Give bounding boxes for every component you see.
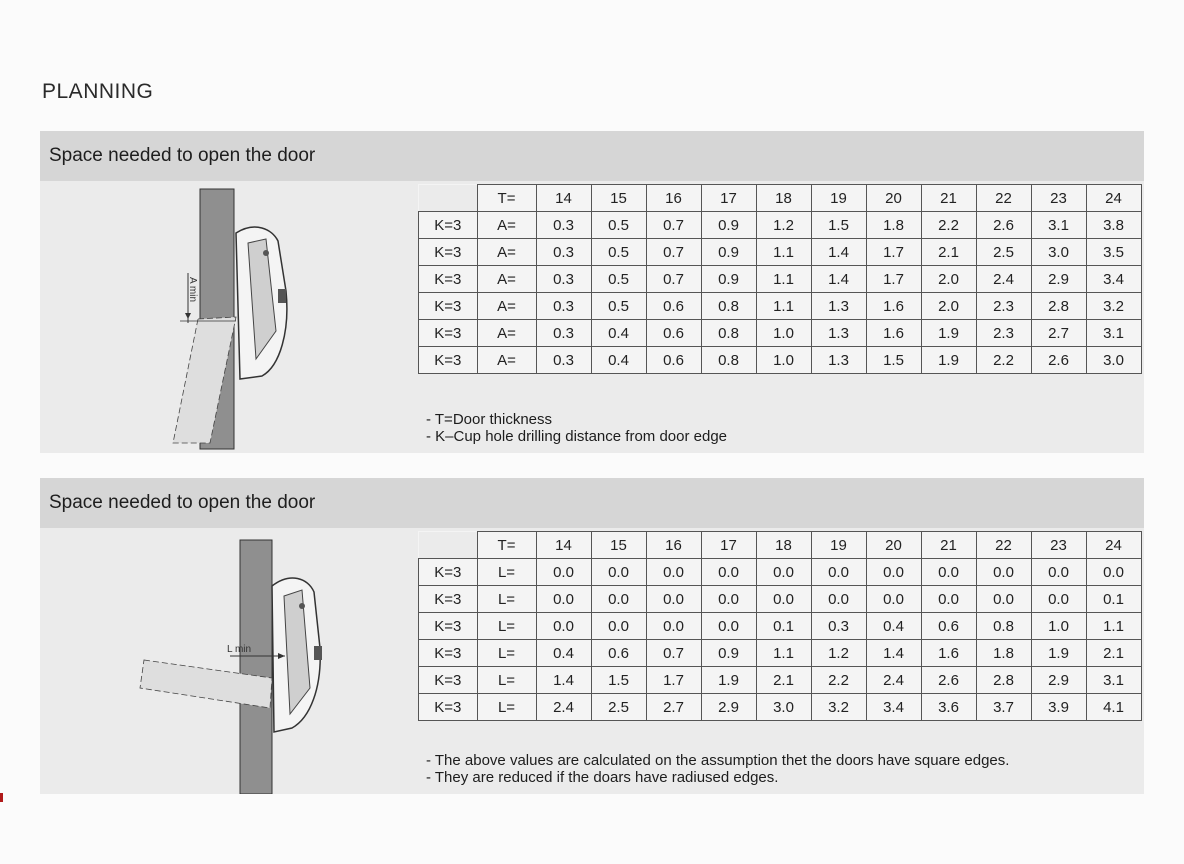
value-cell: 0.3 [536, 347, 591, 374]
t-label-cell: T= [477, 532, 536, 559]
value-cell: 3.0 [1031, 239, 1086, 266]
value-cell: 1.2 [811, 640, 866, 667]
notes [426, 752, 1009, 786]
value-cell: 3.0 [1086, 347, 1141, 374]
var-cell: L= [477, 694, 536, 721]
value-cell: 1.9 [701, 667, 756, 694]
var-cell: A= [477, 266, 536, 293]
value-cell: 0.0 [811, 559, 866, 586]
value-cell: 1.0 [756, 320, 811, 347]
var-cell: A= [477, 293, 536, 320]
notes [426, 411, 727, 445]
t-value-cell: 18 [756, 185, 811, 212]
value-cell: 1.9 [921, 347, 976, 374]
section-body [40, 528, 1144, 794]
value-cell: 2.4 [866, 667, 921, 694]
k-cell: K=3 [419, 667, 478, 694]
value-cell: 3.7 [976, 694, 1031, 721]
value-cell: 0.9 [701, 640, 756, 667]
value-cell: 2.3 [976, 293, 1031, 320]
t-value-cell: 14 [536, 532, 591, 559]
values-table-l [418, 531, 1142, 721]
value-cell: 1.8 [866, 212, 921, 239]
k-cell: K=3 [419, 559, 478, 586]
page-title: PLANNING [42, 80, 154, 103]
value-cell: 2.8 [1031, 293, 1086, 320]
hinge-diagram-a-min [40, 181, 414, 453]
t-value-cell: 23 [1031, 185, 1086, 212]
value-cell: 2.9 [701, 694, 756, 721]
note-line: - The above values are calculated on the assumption thet the doors have square edges. [426, 752, 1010, 769]
value-cell: 0.0 [1031, 586, 1086, 613]
value-cell: 0.0 [976, 586, 1031, 613]
value-cell: 0.6 [646, 293, 701, 320]
value-cell: 2.2 [811, 667, 866, 694]
table-header-row [419, 532, 1142, 559]
var-cell: A= [477, 239, 536, 266]
value-cell: 0.0 [646, 586, 701, 613]
value-cell: 0.7 [646, 239, 701, 266]
value-cell: 1.7 [646, 667, 701, 694]
value-cell: 3.8 [1086, 212, 1141, 239]
values-table-a [418, 184, 1142, 374]
k-cell: K=3 [419, 239, 478, 266]
t-value-cell: 20 [866, 185, 921, 212]
value-cell: 2.4 [536, 694, 591, 721]
value-cell: 2.2 [921, 212, 976, 239]
value-cell: 1.8 [976, 640, 1031, 667]
value-cell: 0.0 [536, 613, 591, 640]
note-line: - T=Door thickness [426, 411, 553, 428]
t-value-cell: 22 [976, 185, 1031, 212]
value-cell: 3.0 [756, 694, 811, 721]
value-cell: 1.4 [536, 667, 591, 694]
hinge-diagram-l-min [40, 528, 414, 794]
value-cell: 0.4 [536, 640, 591, 667]
k-cell: K=3 [419, 347, 478, 374]
value-cell: 0.7 [646, 266, 701, 293]
value-cell: 3.1 [1086, 320, 1141, 347]
note-line: - K–Cup hole drilling distance from door edge [426, 428, 728, 445]
value-cell: 0.0 [536, 559, 591, 586]
table-row [419, 293, 1142, 320]
value-cell: 2.6 [921, 667, 976, 694]
section-title: Space needed to open the door [40, 131, 1144, 181]
value-cell: 0.7 [646, 640, 701, 667]
value-cell: 1.7 [866, 266, 921, 293]
value-cell: 2.9 [1031, 266, 1086, 293]
value-cell: 0.3 [536, 239, 591, 266]
value-cell: 0.3 [536, 293, 591, 320]
table-corner [419, 532, 478, 559]
value-cell: 1.4 [866, 640, 921, 667]
value-cell: 0.8 [701, 320, 756, 347]
value-cell: 1.1 [1086, 613, 1141, 640]
t-value-cell: 24 [1086, 532, 1141, 559]
value-cell: 2.7 [1031, 320, 1086, 347]
value-cell: 3.1 [1086, 667, 1141, 694]
k-cell: K=3 [419, 640, 478, 667]
table-row [419, 640, 1142, 667]
value-cell: 2.4 [976, 266, 1031, 293]
value-cell: 3.1 [1031, 212, 1086, 239]
value-cell: 0.0 [701, 586, 756, 613]
value-cell: 1.2 [756, 212, 811, 239]
value-cell: 2.7 [646, 694, 701, 721]
value-cell: 0.4 [591, 320, 646, 347]
value-cell: 0.5 [591, 266, 646, 293]
value-cell: 0.0 [591, 613, 646, 640]
t-value-cell: 17 [701, 532, 756, 559]
value-cell: 0.5 [591, 239, 646, 266]
value-cell: 3.4 [866, 694, 921, 721]
table-row [419, 347, 1142, 374]
value-cell: 1.1 [756, 239, 811, 266]
value-cell: 0.6 [591, 640, 646, 667]
value-cell: 1.5 [591, 667, 646, 694]
t-value-cell: 21 [921, 532, 976, 559]
value-cell: 0.0 [976, 559, 1031, 586]
var-cell: L= [477, 586, 536, 613]
value-cell: 0.3 [536, 266, 591, 293]
value-cell: 0.0 [591, 586, 646, 613]
t-value-cell: 19 [811, 532, 866, 559]
t-value-cell: 18 [756, 532, 811, 559]
k-cell: K=3 [419, 613, 478, 640]
k-cell: K=3 [419, 293, 478, 320]
value-cell: 0.0 [701, 559, 756, 586]
value-cell: 2.5 [591, 694, 646, 721]
t-value-cell: 15 [591, 185, 646, 212]
t-value-cell: 19 [811, 185, 866, 212]
table-row [419, 667, 1142, 694]
value-cell: 0.0 [591, 559, 646, 586]
var-cell: A= [477, 212, 536, 239]
table-row [419, 559, 1142, 586]
t-value-cell: 24 [1086, 185, 1141, 212]
t-value-cell: 23 [1031, 532, 1086, 559]
value-cell: 0.6 [646, 320, 701, 347]
k-cell: K=3 [419, 320, 478, 347]
value-cell: 2.1 [756, 667, 811, 694]
value-cell: 1.5 [811, 212, 866, 239]
value-cell: 1.1 [756, 640, 811, 667]
var-cell: L= [477, 667, 536, 694]
value-cell: 1.1 [756, 266, 811, 293]
value-cell: 3.4 [1086, 266, 1141, 293]
value-cell: 0.0 [756, 586, 811, 613]
value-cell: 0.4 [866, 613, 921, 640]
table-row [419, 613, 1142, 640]
section-title: Space needed to open the door [40, 478, 1144, 528]
t-value-cell: 15 [591, 532, 646, 559]
value-cell: 0.1 [1086, 586, 1141, 613]
value-cell: 0.9 [701, 239, 756, 266]
value-cell: 0.9 [701, 212, 756, 239]
value-cell: 0.0 [536, 586, 591, 613]
value-cell: 2.2 [976, 347, 1031, 374]
value-cell: 0.0 [866, 559, 921, 586]
value-cell: 0.4 [591, 347, 646, 374]
value-cell: 0.0 [756, 559, 811, 586]
value-cell: 2.5 [976, 239, 1031, 266]
value-cell: 0.3 [536, 320, 591, 347]
value-cell: 0.6 [921, 613, 976, 640]
var-cell: L= [477, 613, 536, 640]
value-cell: 1.9 [1031, 640, 1086, 667]
value-cell: 2.0 [921, 293, 976, 320]
table-row [419, 212, 1142, 239]
value-cell: 4.1 [1086, 694, 1141, 721]
value-cell: 3.6 [921, 694, 976, 721]
k-cell: K=3 [419, 212, 478, 239]
value-cell: 3.2 [1086, 293, 1141, 320]
value-cell: 2.1 [921, 239, 976, 266]
var-cell: L= [477, 640, 536, 667]
value-cell: 0.7 [646, 212, 701, 239]
value-cell: 0.0 [921, 559, 976, 586]
section-body [40, 181, 1144, 453]
value-cell: 2.6 [1031, 347, 1086, 374]
k-cell: K=3 [419, 266, 478, 293]
value-cell: 1.3 [811, 347, 866, 374]
edge-mark [0, 793, 3, 802]
value-cell: 2.3 [976, 320, 1031, 347]
k-cell: K=3 [419, 694, 478, 721]
value-cell: 0.0 [701, 613, 756, 640]
value-cell: 0.0 [1086, 559, 1141, 586]
note-line: - They are reduced if the doars have radiused edges. [426, 769, 779, 786]
section-space-l [40, 478, 1144, 794]
value-cell: 0.6 [646, 347, 701, 374]
value-cell: 1.6 [921, 640, 976, 667]
value-cell: 0.1 [756, 613, 811, 640]
value-cell: 0.8 [976, 613, 1031, 640]
value-cell: 1.0 [1031, 613, 1086, 640]
value-cell: 3.5 [1086, 239, 1141, 266]
value-cell: 0.0 [811, 586, 866, 613]
value-cell: 0.8 [701, 293, 756, 320]
table-row [419, 694, 1142, 721]
value-cell: 0.0 [1031, 559, 1086, 586]
value-cell: 1.6 [866, 320, 921, 347]
value-cell: 0.3 [536, 212, 591, 239]
value-cell: 1.4 [811, 266, 866, 293]
value-cell: 1.7 [866, 239, 921, 266]
value-cell: 1.5 [866, 347, 921, 374]
table-row [419, 266, 1142, 293]
table-row [419, 586, 1142, 613]
var-cell: L= [477, 559, 536, 586]
value-cell: 1.3 [811, 320, 866, 347]
value-cell: 1.4 [811, 239, 866, 266]
value-cell: 0.8 [701, 347, 756, 374]
section-space-a [40, 131, 1144, 453]
value-cell: 0.0 [646, 559, 701, 586]
value-cell: 0.0 [921, 586, 976, 613]
value-cell: 3.2 [811, 694, 866, 721]
t-value-cell: 21 [921, 185, 976, 212]
value-cell: 2.0 [921, 266, 976, 293]
value-cell: 1.1 [756, 293, 811, 320]
table-corner [419, 185, 478, 212]
value-cell: 3.9 [1031, 694, 1086, 721]
value-cell: 0.5 [591, 293, 646, 320]
t-value-cell: 14 [536, 185, 591, 212]
k-cell: K=3 [419, 586, 478, 613]
table-row [419, 320, 1142, 347]
value-cell: 0.0 [866, 586, 921, 613]
value-cell: 1.0 [756, 347, 811, 374]
value-cell: 0.9 [701, 266, 756, 293]
value-cell: 1.9 [921, 320, 976, 347]
value-cell: 2.9 [1031, 667, 1086, 694]
t-value-cell: 20 [866, 532, 921, 559]
value-cell: 1.3 [811, 293, 866, 320]
var-cell: A= [477, 347, 536, 374]
value-cell: 0.3 [811, 613, 866, 640]
t-label-cell: T= [477, 185, 536, 212]
t-value-cell: 17 [701, 185, 756, 212]
value-cell: 0.5 [591, 212, 646, 239]
value-cell: 2.1 [1086, 640, 1141, 667]
l-min-label: L min [227, 644, 252, 655]
value-cell: 2.8 [976, 667, 1031, 694]
a-min-label: A min [187, 277, 198, 303]
var-cell: A= [477, 320, 536, 347]
t-value-cell: 16 [646, 532, 701, 559]
value-cell: 1.6 [866, 293, 921, 320]
table-row [419, 239, 1142, 266]
table-header-row [419, 185, 1142, 212]
value-cell: 2.6 [976, 212, 1031, 239]
t-value-cell: 22 [976, 532, 1031, 559]
t-value-cell: 16 [646, 185, 701, 212]
value-cell: 0.0 [646, 613, 701, 640]
